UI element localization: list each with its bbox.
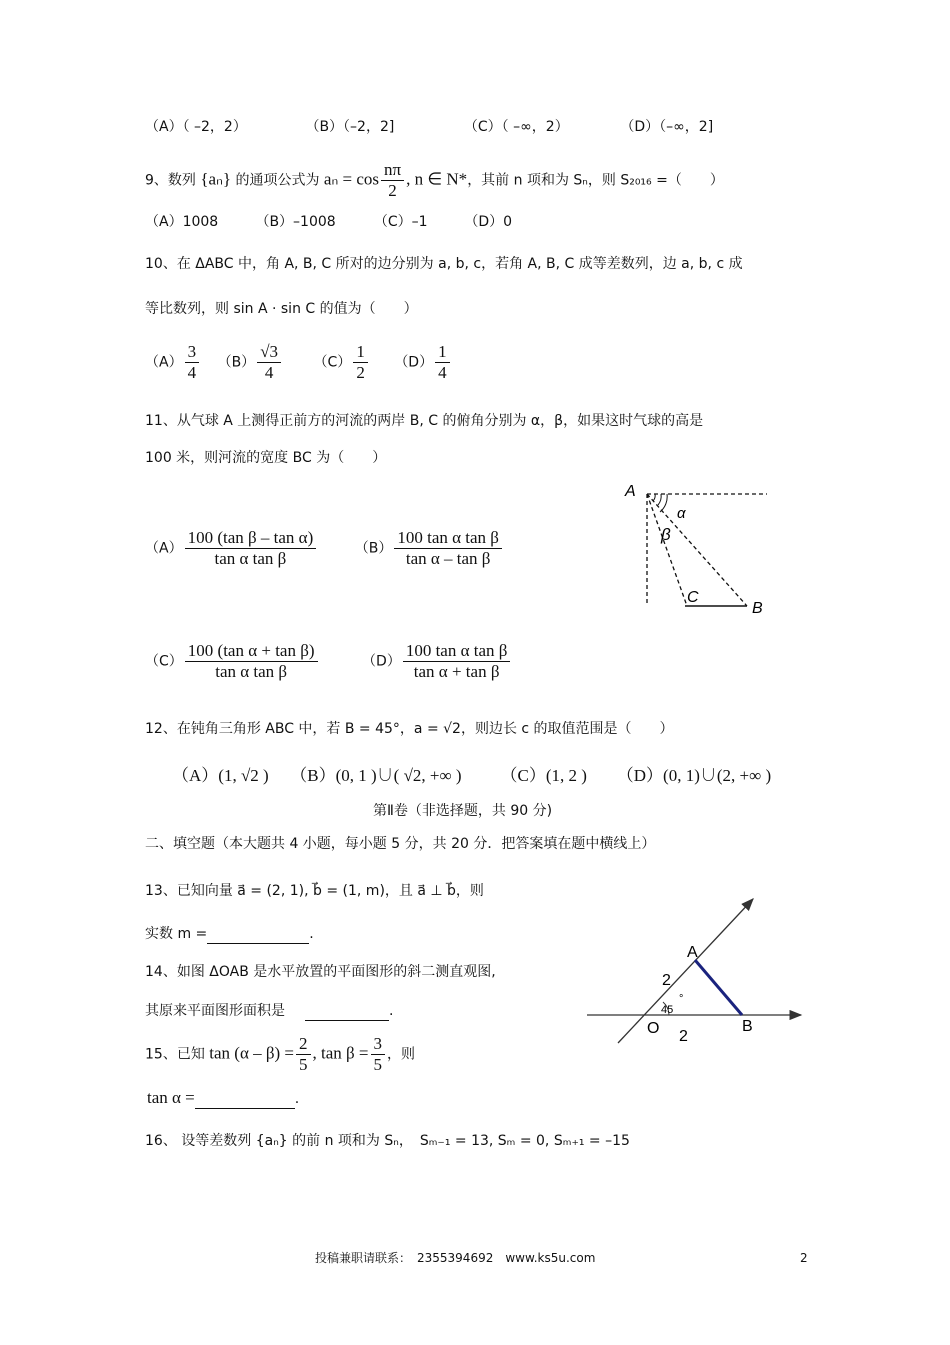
q14-figure xyxy=(585,893,810,1048)
q11-option-c-denominator: tan α tan β xyxy=(215,662,288,681)
q11-option-b-denominator: tan α – tan β xyxy=(405,549,491,568)
q10-option-c-label: （C） xyxy=(313,354,352,371)
q10-line-2: 等比数列，则 sin A · sin C 的值为（ ） xyxy=(145,301,418,317)
q10-option-c-denominator: 2 xyxy=(356,363,365,382)
q9-stem-3: ，其前 n 项和为 Sₙ，则 S₂₀₁₆ =（ ） xyxy=(467,172,724,189)
q12-option-d: （D）(0, 1)∪(2, +∞ ) xyxy=(616,766,772,785)
q15-answer-blank xyxy=(195,1092,295,1109)
q9-stem-1: 数列 xyxy=(167,172,196,189)
q15-fraction-1 xyxy=(296,1034,311,1075)
q10-option-b-fraction xyxy=(257,342,281,383)
part-2-title: 第Ⅱ卷（非选择题，共 90 分) xyxy=(373,803,553,819)
q15-fraction-2 xyxy=(371,1034,386,1075)
q8-option-b: （B）（–2，2] xyxy=(305,119,395,135)
q11-label-beta: β xyxy=(661,525,671,544)
footer-contact: 投稿兼职请联系： 2355394692 www.ks5u.com xyxy=(315,1251,596,1265)
q11-label-a: A xyxy=(625,483,636,500)
q10-option-c-numerator: 1 xyxy=(353,342,368,363)
q10-option-a-label: （A） xyxy=(145,354,183,371)
q12-line-1: 12、在钝角三角形 ABC 中，若 B = 45°，a = √2，则边长 c 的取值范围是（ ） xyxy=(145,721,674,737)
q15-line-2-text: tan α = xyxy=(147,1088,195,1107)
q10-option-d-denominator: 4 xyxy=(438,363,447,382)
q15-number: 15、已知 xyxy=(145,1046,205,1063)
q15-fraction-2-numerator: 3 xyxy=(371,1034,386,1055)
q11-label-alpha: α xyxy=(677,505,686,522)
q12-option-b: （B）(0, 1 )∪( √2, +∞ ) xyxy=(290,766,462,785)
q8-options xyxy=(145,117,727,137)
q11-option-d-label: （D） xyxy=(362,653,401,670)
q10-option-b-numerator: √3 xyxy=(257,342,281,363)
q9-number: 9、 xyxy=(145,172,168,189)
q9-fraction xyxy=(381,160,404,201)
q15-fraction-2-denominator: 5 xyxy=(373,1055,383,1074)
q11-figure xyxy=(615,478,785,620)
q10-option-d-label: （D） xyxy=(394,354,434,371)
q14-label-b: B xyxy=(742,1018,753,1035)
q11-option-b-fraction xyxy=(394,528,502,569)
q11-label-b: B xyxy=(752,600,763,617)
q11-option-a-numerator: 100 (tan β – tan α) xyxy=(185,528,317,549)
q14-line-2-text: 其原来平面图形面积是 xyxy=(145,1003,285,1019)
q9-formula-lhs: aₙ = cos xyxy=(323,169,379,189)
q12-option-a: （A）(1, √2 ) xyxy=(172,766,269,785)
q10-option-a-denominator: 4 xyxy=(187,363,197,382)
q11-angle-arc-1 xyxy=(653,494,655,501)
q10-option-b-denominator: 4 xyxy=(264,363,274,382)
q8-option-c: （C）（ –∞，2） xyxy=(463,119,569,135)
q14-label-ob: 2 xyxy=(679,1028,688,1045)
q11-options-row-2 xyxy=(145,641,512,682)
q11-line-1: 11、从气球 A 上测得正前方的河流的两岸 B, C 的俯角分别为 α，β，如果这时气球的高是 xyxy=(145,413,704,429)
q11-label-c: C xyxy=(687,589,699,606)
q14-label-a: A xyxy=(687,944,698,961)
q9-stem xyxy=(145,160,724,201)
q10-option-d-fraction xyxy=(435,342,450,383)
q9-fraction-numerator: nπ xyxy=(381,160,404,181)
q15-line-2: tan α = . xyxy=(147,1088,300,1107)
q11-option-d-fraction xyxy=(403,641,511,682)
q10-line-1: 10、在 ΔABC 中，角 A, B, C 所对的边分别为 a, b, c，若角 A, B, C 成等差数列，边 a, b, c 成 xyxy=(145,256,743,272)
q10-option-b-label: （B） xyxy=(217,354,256,371)
q11-option-a-label: （A） xyxy=(145,540,183,557)
q9-option-a: （A）1008 xyxy=(145,214,219,230)
q14-segment-ab xyxy=(695,960,742,1015)
q10-options xyxy=(145,342,452,383)
q14-label-angle: 45 xyxy=(661,1004,674,1016)
q10-option-a-numerator: 3 xyxy=(185,342,200,363)
q9-fraction-denominator: 2 xyxy=(388,181,397,200)
q9-options xyxy=(145,212,526,232)
q12-option-c: （C）(1, 2 ) xyxy=(500,766,587,785)
q11-option-d-numerator: 100 tan α tan β xyxy=(403,641,511,662)
q9-option-b: （B）–1008 xyxy=(255,214,336,230)
q11-option-c-fraction xyxy=(185,641,318,682)
section-2-title: 二、填空题（本大题共 4 小题，每小题 5 分，共 20 分．把答案填在题中横线上） xyxy=(145,836,656,852)
q14-label-degree: ° xyxy=(679,993,684,1005)
q9-stem-2: 的通项公式为 xyxy=(235,172,320,189)
q11-option-c-label: （C） xyxy=(145,653,183,670)
q11-option-a-denominator: tan α tan β xyxy=(214,549,287,568)
q9-sequence: {aₙ} xyxy=(200,169,232,189)
q10-option-c-fraction xyxy=(353,342,368,383)
q11-option-c-numerator: 100 (tan α + tan β) xyxy=(185,641,318,662)
q15-part-2: , tan β = xyxy=(312,1043,369,1063)
q16-line-1: 16、 设等差数列 {aₙ} 的前 n 项和为 Sₙ， Sₘ₋₁ = 13, Sₘ = 0, Sₘ₊₁ = –15 xyxy=(145,1133,630,1149)
q10-option-d-numerator: 1 xyxy=(435,342,450,363)
q14-label-o: O xyxy=(647,1020,660,1037)
q9-option-d: （D）0 xyxy=(464,214,513,230)
q14-label-oa: 2 xyxy=(662,972,671,989)
q15-fraction-1-denominator: 5 xyxy=(299,1055,308,1074)
q13-answer-blank xyxy=(207,927,309,944)
q9-formula-rhs: , n ∈ N* xyxy=(406,169,468,189)
q14-line-2: 其原来平面图形面积是 . xyxy=(145,1003,394,1019)
q11-option-b-label: （B） xyxy=(354,540,393,557)
q11-angle-arc-2 xyxy=(658,494,661,505)
q13-line-1: 13、已知向量 a⃗ = (2, 1), b⃗ = (1, m)，且 a⃗ ⊥ b⃗，则 xyxy=(145,883,484,899)
q11-option-d-denominator: tan α + tan β xyxy=(413,662,500,681)
q8-option-a: （A）（ –2，2） xyxy=(145,119,247,135)
q15-part-3: ，则 xyxy=(387,1046,416,1063)
q15-part-1: tan (α – β) = xyxy=(209,1043,295,1063)
q11-option-b-numerator: 100 tan α tan β xyxy=(394,528,502,549)
q15-fraction-1-numerator: 2 xyxy=(296,1034,311,1055)
page-number: 2 xyxy=(800,1251,808,1265)
q8-option-d: （D）（–∞，2] xyxy=(620,119,714,135)
q14-answer-blank xyxy=(305,1004,389,1021)
q12-options xyxy=(172,766,785,786)
q13-line-2: 实数 m = . xyxy=(145,926,314,942)
q11-line-2: 100 米，则河流的宽度 BC 为（ ） xyxy=(145,450,387,466)
q15-line-1 xyxy=(145,1034,415,1075)
q11-option-a-fraction xyxy=(185,528,317,569)
q14-line-1: 14、如图 ΔOAB 是水平放置的平面图形的斜二测直观图, xyxy=(145,964,496,980)
q9-option-c: （C）–1 xyxy=(373,214,428,230)
q13-line-2-text: 实数 m = xyxy=(145,926,208,942)
q10-option-a-fraction xyxy=(185,342,200,383)
q14-oblique-axis xyxy=(618,899,753,1043)
q11-options-row-1 xyxy=(145,528,504,569)
